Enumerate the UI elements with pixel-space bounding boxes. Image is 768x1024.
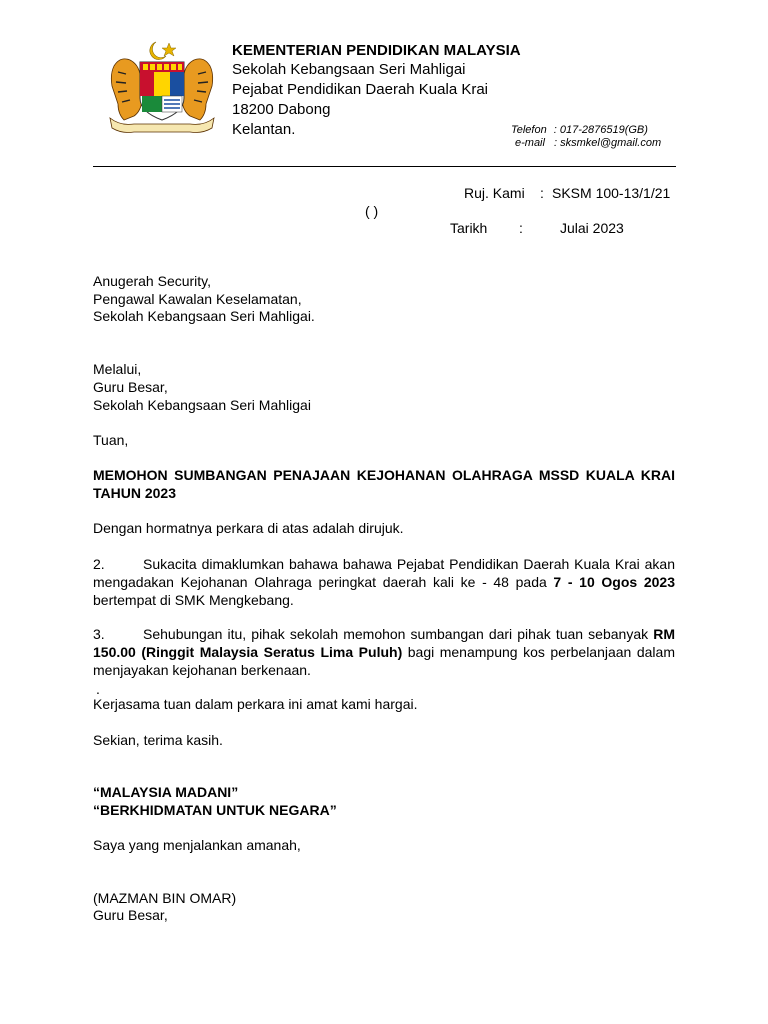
phone-line <box>511 124 648 136</box>
paragraph-2-text-a: Sukacita dimaklumkan bahawa bahawa Pejabat Pendidikan Daerah Kuala Krai akan mengadakan Kejohanan Olahraga peringkat daerah kali ke - 48 pada <box>93 556 675 590</box>
motto-malaysia-madani: “MALAYSIA MADANI” <box>93 784 239 800</box>
coat-of-arms-logo <box>106 38 218 134</box>
closing-line-1: Kerjasama tuan dalam perkara ini amat kami hargai. <box>93 696 418 712</box>
district-office: Pejabat Pendidikan Daerah Kuala Krai <box>232 81 489 98</box>
school-name: Sekolah Kebangsaan Seri Mahligai <box>232 61 466 78</box>
recipient-line-3: Sekolah Kebangsaan Seri Mahligai. <box>93 308 315 324</box>
postcode-town: 18200 Dabong <box>232 101 331 118</box>
paragraph-2 <box>93 555 675 609</box>
paragraph-2-number: 2. <box>93 556 105 572</box>
paragraph-3 <box>93 625 675 679</box>
paragraph-3-number: 3. <box>93 626 105 642</box>
phone-label: Telefon <box>511 124 547 136</box>
paragraph-3-text-a: Sehubungan itu, pihak sekolah memohon sumbangan dari pihak tuan sebanyak <box>143 626 654 642</box>
email-value[interactable]: : sksmkel@gmail.com <box>554 137 662 149</box>
letter-subject: MEMOHON SUMBANGAN PENAJAAN KEJOHANAN OLAHRAGA MSSD KUALA KRAI TAHUN 2023 <box>93 467 675 501</box>
header-divider <box>93 166 676 167</box>
state: Kelantan. <box>232 121 296 138</box>
via-line-1: Melalui, <box>93 361 142 377</box>
date-colon: : <box>519 220 523 236</box>
stray-dot: . <box>96 681 100 697</box>
trust-line: Saya yang menjalankan amanah, <box>93 837 301 853</box>
salutation: Tuan, <box>93 432 129 448</box>
motto-berkhidmatan: “BERKHIDMATAN UNTUK NEGARA” <box>93 802 337 818</box>
date-value: Julai 2023 <box>560 220 624 236</box>
via-line-3: Sekolah Kebangsaan Seri Mahligai <box>93 397 311 413</box>
paragraph-2-date: 7 - 10 Ogos 2023 <box>553 574 675 590</box>
recipient-line-1: Anugerah Security, <box>93 273 212 289</box>
ref-parentheses: ( ) <box>365 203 379 219</box>
via-line-2: Guru Besar, <box>93 379 168 395</box>
signatory-title: Guru Besar, <box>93 907 168 923</box>
paragraph-2-text-b: bertempat di SMK Mengkebang. <box>93 592 294 608</box>
ruj-colon: : <box>540 185 544 201</box>
ruj-value: SKSM 100-13/1/21 <box>552 185 671 201</box>
ministry-name: KEMENTERIAN PENDIDIKAN MALAYSIA <box>232 42 521 59</box>
date-label: Tarikh <box>450 220 488 236</box>
closing-line-2: Sekian, terima kasih. <box>93 732 223 748</box>
email-line <box>515 137 661 149</box>
paragraph-3-amount: RM 150.00 (Ringgit Malaysia Seratus Lima Puluh) <box>93 626 675 660</box>
ruj-label: Ruj. Kami <box>464 185 525 201</box>
paragraph-1: Dengan hormatnya perkara di atas adalah dirujuk. <box>93 520 404 536</box>
paragraph-3-text-b: bagi menampung kos perbelanjaan dalam menjayakan kejohanan berkenaan. <box>93 644 675 678</box>
recipient-line-2: Pengawal Kawalan Keselamatan, <box>93 291 302 307</box>
email-label: e-mail <box>515 137 545 149</box>
phone-value: : 017-2876519(GB) <box>553 124 648 136</box>
signatory-name: (MAZMAN BIN OMAR) <box>93 890 237 906</box>
